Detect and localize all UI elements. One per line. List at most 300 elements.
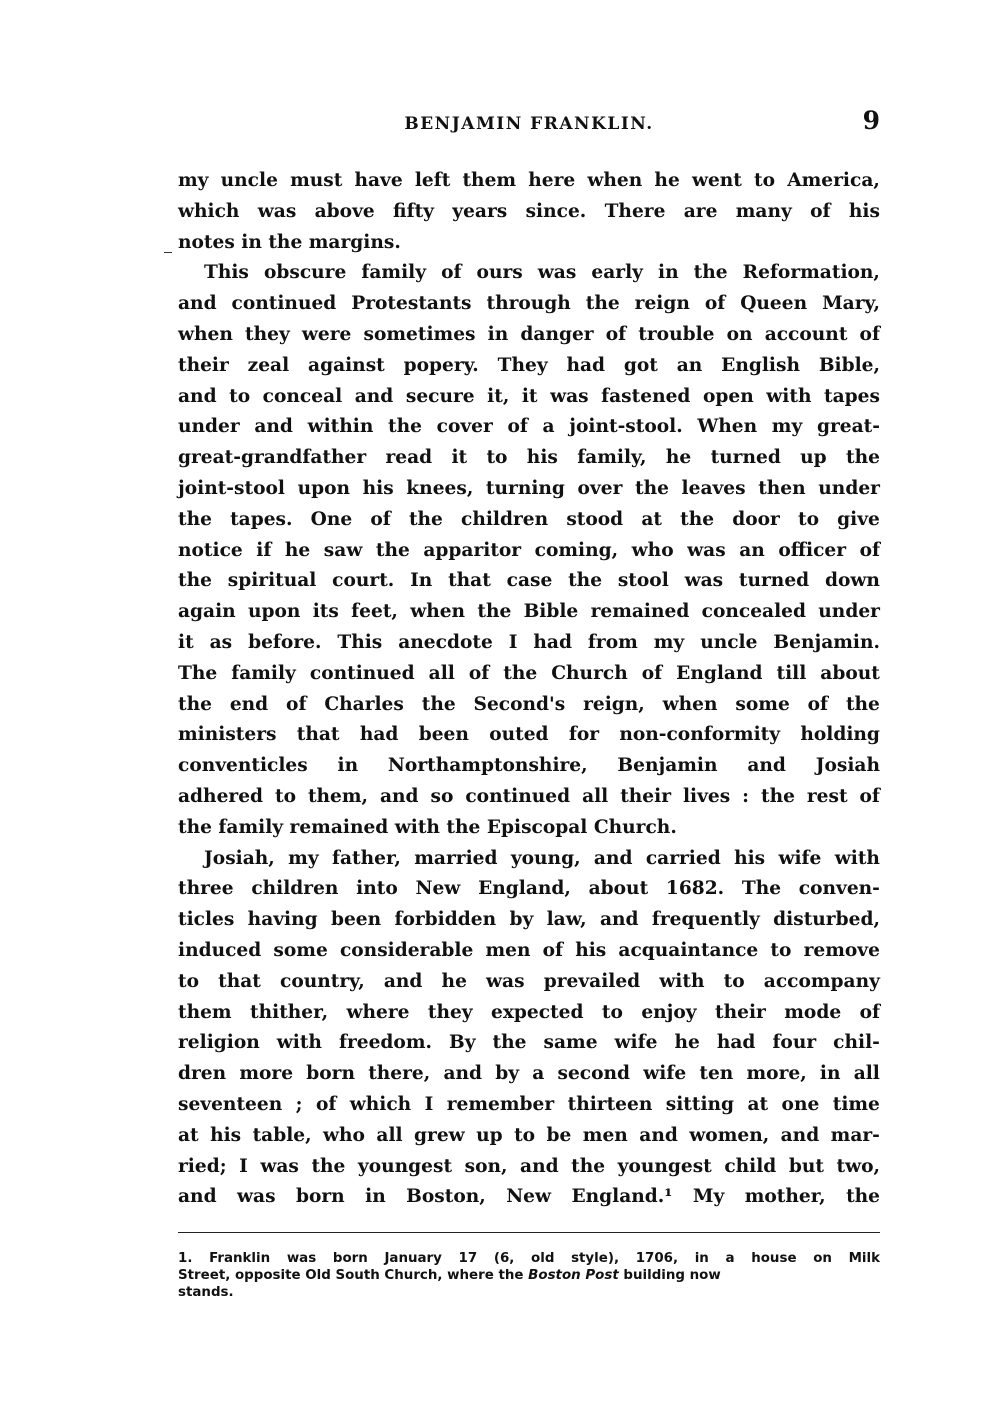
word: Benjamin. — [773, 631, 880, 653]
word: turned — [738, 570, 810, 592]
word: child — [724, 1155, 777, 1177]
word: into — [356, 878, 398, 900]
word: read — [385, 447, 433, 469]
word: table, — [252, 1124, 312, 1146]
word: the — [568, 570, 603, 592]
word: they — [427, 1001, 473, 1023]
word: danger — [520, 323, 594, 345]
text-line — [178, 844, 880, 875]
word: of — [859, 1001, 880, 1023]
word: of — [468, 662, 490, 684]
word: early — [591, 262, 643, 284]
footnote-line — [178, 1267, 880, 1284]
word: to — [486, 447, 508, 469]
word: of — [507, 416, 528, 438]
word: New — [506, 1186, 552, 1208]
word: but — [788, 1155, 824, 1177]
word: born — [332, 1251, 368, 1266]
word: Second's — [473, 693, 566, 715]
word: When — [697, 416, 758, 438]
word: more — [239, 1063, 294, 1085]
word: turning — [485, 477, 565, 499]
word: joint-stool. — [569, 416, 683, 438]
word: expected — [491, 1001, 584, 1023]
word: they — [245, 323, 290, 345]
word: Queen — [740, 293, 808, 315]
word: years — [452, 200, 508, 222]
word: old — [531, 1251, 555, 1266]
word: them — [462, 170, 517, 191]
word: Charles — [324, 693, 404, 715]
text-line — [178, 351, 880, 382]
word: since. — [525, 200, 587, 222]
footnote-line — [178, 1284, 880, 1301]
word: fifty — [393, 200, 434, 222]
text-line — [178, 659, 880, 690]
word: with — [659, 970, 705, 992]
word: three — [178, 878, 234, 900]
word: ticles — [178, 909, 235, 931]
word: of — [605, 323, 627, 345]
word: stool — [617, 570, 669, 592]
word: They — [497, 354, 548, 376]
word: father, — [331, 847, 401, 869]
word: when — [587, 170, 643, 191]
text-line — [178, 905, 880, 936]
word: spiritual — [227, 570, 317, 592]
word: the — [846, 1186, 880, 1208]
word: and — [780, 1124, 820, 1146]
word: non-conformity — [619, 724, 781, 746]
text-line — [178, 967, 880, 998]
word: coming, — [534, 539, 619, 561]
word: had — [359, 724, 399, 746]
word: be — [546, 1124, 572, 1146]
word: in — [694, 1251, 709, 1266]
word: having — [247, 909, 318, 931]
word: the — [571, 1155, 606, 1177]
word: 1682. — [665, 878, 725, 900]
word: : — [742, 785, 750, 807]
word: I — [508, 631, 518, 653]
word: reign, — [583, 693, 645, 715]
word: religion — [178, 1032, 260, 1054]
text-line — [178, 597, 880, 628]
word: secure — [405, 385, 475, 407]
word: joint-stool — [178, 477, 285, 499]
word: youngest — [357, 1155, 453, 1177]
word: thither, — [250, 1001, 329, 1023]
word: trouble — [638, 323, 715, 345]
word: the — [760, 785, 795, 807]
word: in — [487, 323, 509, 345]
word: the — [388, 416, 422, 438]
word: his — [210, 1124, 242, 1146]
word: at — [641, 508, 662, 530]
word: he — [665, 447, 692, 469]
word: his — [575, 939, 607, 961]
word: of — [370, 508, 391, 530]
word: of — [542, 939, 564, 961]
word: some — [273, 939, 328, 961]
word: under — [178, 416, 240, 438]
word: was — [257, 200, 297, 222]
word: frequently — [651, 909, 760, 931]
word: house — [751, 1251, 797, 1266]
word: Reformation, — [742, 262, 880, 284]
word: of — [859, 323, 880, 345]
word: and — [383, 970, 423, 992]
word: English — [721, 354, 800, 376]
word: and — [443, 1063, 483, 1085]
word: the — [178, 508, 212, 530]
word: was — [237, 1186, 276, 1208]
word: of — [315, 1093, 337, 1115]
word: my — [653, 631, 685, 653]
text-line — [178, 443, 880, 474]
footnote — [178, 1250, 880, 1301]
text-line — [178, 166, 880, 197]
word: four — [772, 1032, 817, 1054]
word: continued — [465, 785, 571, 807]
word: as — [209, 631, 233, 653]
word: 1. — [178, 1251, 193, 1266]
word: enjoy — [641, 1001, 697, 1023]
word: acquaintance — [618, 939, 759, 961]
word: fastened — [601, 385, 691, 407]
word: was — [684, 570, 724, 592]
word: in — [819, 1063, 841, 1085]
word: to — [601, 1001, 623, 1023]
word: I — [424, 1093, 434, 1115]
word: saw — [323, 539, 363, 561]
footnote-text: stands. — [178, 1285, 234, 1300]
word: Bible — [523, 601, 579, 623]
word: the — [846, 447, 880, 469]
text-line — [178, 474, 880, 505]
word: it — [451, 447, 468, 469]
word: law, — [546, 909, 587, 931]
word: there, — [368, 1063, 431, 1085]
word: the — [680, 508, 715, 530]
word: had — [716, 1032, 756, 1054]
word: dren — [178, 1063, 227, 1085]
word: when — [410, 601, 466, 623]
word: and — [178, 1186, 217, 1208]
word: was — [260, 1155, 299, 1177]
word: on — [813, 1251, 832, 1266]
word: to — [798, 508, 819, 530]
word: of — [807, 693, 829, 715]
word: he — [654, 170, 680, 191]
word: uncle — [700, 631, 758, 653]
word: same — [543, 1032, 598, 1054]
word: reign — [634, 293, 690, 315]
word: in — [337, 755, 359, 777]
word: up — [800, 447, 827, 469]
word: rest — [806, 785, 848, 807]
text-line — [178, 782, 880, 813]
word: officer — [778, 539, 847, 561]
word: was — [537, 262, 577, 284]
word: upon — [297, 477, 351, 499]
text-line: the family remained with the Episcopal Church. — [178, 816, 677, 838]
word: married — [414, 847, 498, 869]
word: above — [314, 200, 375, 222]
word: open — [702, 385, 754, 407]
word: in — [658, 262, 679, 284]
word: the — [635, 477, 669, 499]
word: mar- — [830, 1124, 880, 1146]
word: case — [506, 570, 553, 592]
word: and — [747, 755, 786, 777]
word: must — [290, 170, 343, 191]
word: stood — [566, 508, 624, 530]
word: In — [410, 570, 433, 592]
word: was — [286, 1251, 317, 1266]
word: the — [408, 508, 443, 530]
word: a — [542, 416, 555, 438]
word: remove — [803, 939, 880, 961]
word: court. — [332, 570, 395, 592]
word: of — [286, 693, 307, 715]
word: them — [178, 1001, 232, 1023]
footnote-rule — [178, 1232, 880, 1233]
word: seventeen — [178, 1093, 283, 1115]
word: have — [354, 170, 403, 191]
word: The — [178, 662, 218, 684]
word: Mary, — [822, 293, 880, 315]
word: to — [723, 970, 745, 992]
word: youngest — [617, 1155, 712, 1177]
word: outed — [489, 724, 549, 746]
word: to — [229, 385, 251, 407]
word: upon — [247, 601, 301, 623]
word: one — [781, 1093, 820, 1115]
word: mother, — [744, 1186, 826, 1208]
word: continued — [309, 662, 415, 684]
word: By — [449, 1032, 476, 1054]
word: The — [741, 878, 782, 900]
word: down — [824, 570, 880, 592]
word: at — [747, 1093, 769, 1115]
text-line — [178, 1152, 880, 1183]
stray-ink-mark — [164, 252, 172, 253]
word: tapes. — [230, 508, 293, 530]
word: family — [361, 262, 427, 284]
running-title: BENJAMIN FRANKLIN. — [404, 114, 654, 134]
word: Church — [551, 662, 628, 684]
word: which — [349, 1093, 412, 1115]
text-line — [178, 1121, 880, 1152]
word: leaves — [681, 477, 746, 499]
word: left — [414, 170, 451, 191]
word: Benjamin — [617, 755, 718, 777]
word: This — [204, 262, 249, 284]
word: family — [231, 662, 296, 684]
word: got — [623, 354, 658, 376]
word: continued — [231, 293, 337, 315]
word: a — [725, 1251, 735, 1266]
word: holding — [800, 724, 880, 746]
word: under — [818, 601, 880, 623]
word: the — [492, 1032, 527, 1054]
word: till — [776, 662, 807, 684]
text-line — [178, 258, 880, 289]
word: are — [683, 200, 718, 222]
newspaper-title: Boston Post — [528, 1268, 619, 1283]
word: concealed — [701, 601, 806, 623]
word: where — [346, 1001, 410, 1023]
word: up — [476, 1124, 503, 1146]
word: women, — [689, 1124, 770, 1146]
word: family, — [577, 447, 647, 469]
word: and — [599, 909, 639, 931]
word: son, — [464, 1155, 508, 1177]
word: at — [178, 1124, 199, 1146]
word: adhered — [178, 785, 264, 807]
running-head — [178, 106, 880, 142]
word: Franklin — [209, 1251, 271, 1266]
text-line — [178, 874, 880, 905]
word: remember — [446, 1093, 555, 1115]
word: more, — [746, 1063, 807, 1085]
word: children — [461, 508, 549, 530]
word: their — [620, 785, 672, 807]
word: Josiah — [815, 755, 880, 777]
word: that — [448, 570, 491, 592]
word: was — [550, 385, 589, 407]
word: New — [415, 878, 461, 900]
word: ; — [295, 1093, 303, 1115]
word: it, — [487, 385, 510, 407]
word: sitting — [665, 1093, 735, 1115]
word: prevailed — [543, 970, 641, 992]
word: children — [251, 878, 339, 900]
word: notice — [178, 539, 243, 561]
text-line — [178, 197, 880, 228]
word: the — [178, 570, 212, 592]
word: of — [810, 200, 831, 222]
word: to — [754, 170, 776, 191]
word: his — [848, 200, 880, 222]
word: if — [256, 539, 272, 561]
word: over — [577, 477, 623, 499]
word: ministers — [178, 724, 277, 746]
footnote-text-part: Street, opposite Old South Church, where the — [178, 1268, 529, 1283]
word: Boston, — [406, 1186, 486, 1208]
body-text — [178, 166, 880, 1213]
word: style), — [571, 1251, 620, 1266]
footnote-text — [178, 1267, 721, 1284]
word: Josiah, — [204, 847, 275, 869]
word: grew — [414, 1124, 465, 1146]
word: of — [441, 262, 462, 284]
text-line — [178, 628, 880, 659]
word: within — [307, 416, 374, 438]
text-line — [178, 536, 880, 567]
word: the — [421, 693, 456, 715]
word: uncle — [220, 170, 278, 191]
word: and — [354, 385, 394, 407]
text-line: notes in the margins. — [178, 231, 401, 253]
word: obscure — [263, 262, 347, 284]
word: two, — [836, 1155, 880, 1177]
word: England.¹ — [571, 1186, 673, 1208]
word: the — [693, 262, 728, 284]
word: had — [566, 354, 606, 376]
word: considerable — [339, 939, 474, 961]
word: turned — [710, 447, 781, 469]
word: some — [735, 693, 790, 715]
word: wife — [614, 1032, 658, 1054]
word: to — [274, 785, 296, 807]
word: (6, — [493, 1251, 515, 1266]
word: young, — [510, 847, 581, 869]
word: of — [641, 662, 663, 684]
word: January — [384, 1251, 442, 1266]
word: about — [588, 878, 649, 900]
word: was — [687, 539, 726, 561]
word: and — [593, 847, 633, 869]
word: second — [557, 1063, 631, 1085]
text-line — [178, 505, 880, 536]
word: and — [178, 293, 217, 315]
word: feet, — [351, 601, 398, 623]
word: door — [732, 508, 780, 530]
word: the — [585, 293, 620, 315]
word: freedom. — [338, 1032, 432, 1054]
word: end — [229, 693, 269, 715]
word: it — [521, 385, 538, 407]
text-line — [178, 720, 880, 751]
word: with — [766, 385, 812, 407]
text-line — [178, 998, 880, 1029]
word: give — [837, 508, 880, 530]
word: when — [178, 323, 233, 345]
word: so — [430, 785, 454, 807]
word: This — [337, 631, 383, 653]
word: against — [308, 354, 385, 376]
word: which — [178, 200, 240, 222]
word: with — [834, 847, 880, 869]
word: and — [379, 785, 419, 807]
word: to — [514, 1124, 536, 1146]
word: and — [178, 385, 217, 407]
word: my — [178, 170, 209, 191]
word: Milk — [848, 1251, 880, 1266]
word: 17 — [458, 1251, 478, 1266]
word: their — [178, 354, 229, 376]
word: an — [676, 354, 703, 376]
word: country, — [280, 970, 365, 992]
word: the — [845, 693, 880, 715]
word: born — [306, 1063, 355, 1085]
word: America, — [787, 170, 880, 191]
word: England, — [478, 878, 571, 900]
word: Northamptonshire, — [387, 755, 588, 777]
word: from — [587, 631, 638, 653]
word: remained — [590, 601, 690, 623]
word: anecdote — [398, 631, 493, 653]
word: ten — [699, 1063, 734, 1085]
word: My — [692, 1186, 725, 1208]
word: when — [662, 693, 718, 715]
word: its — [312, 601, 339, 623]
word: wife — [643, 1063, 687, 1085]
word: under — [818, 477, 880, 499]
word: all — [582, 785, 609, 807]
